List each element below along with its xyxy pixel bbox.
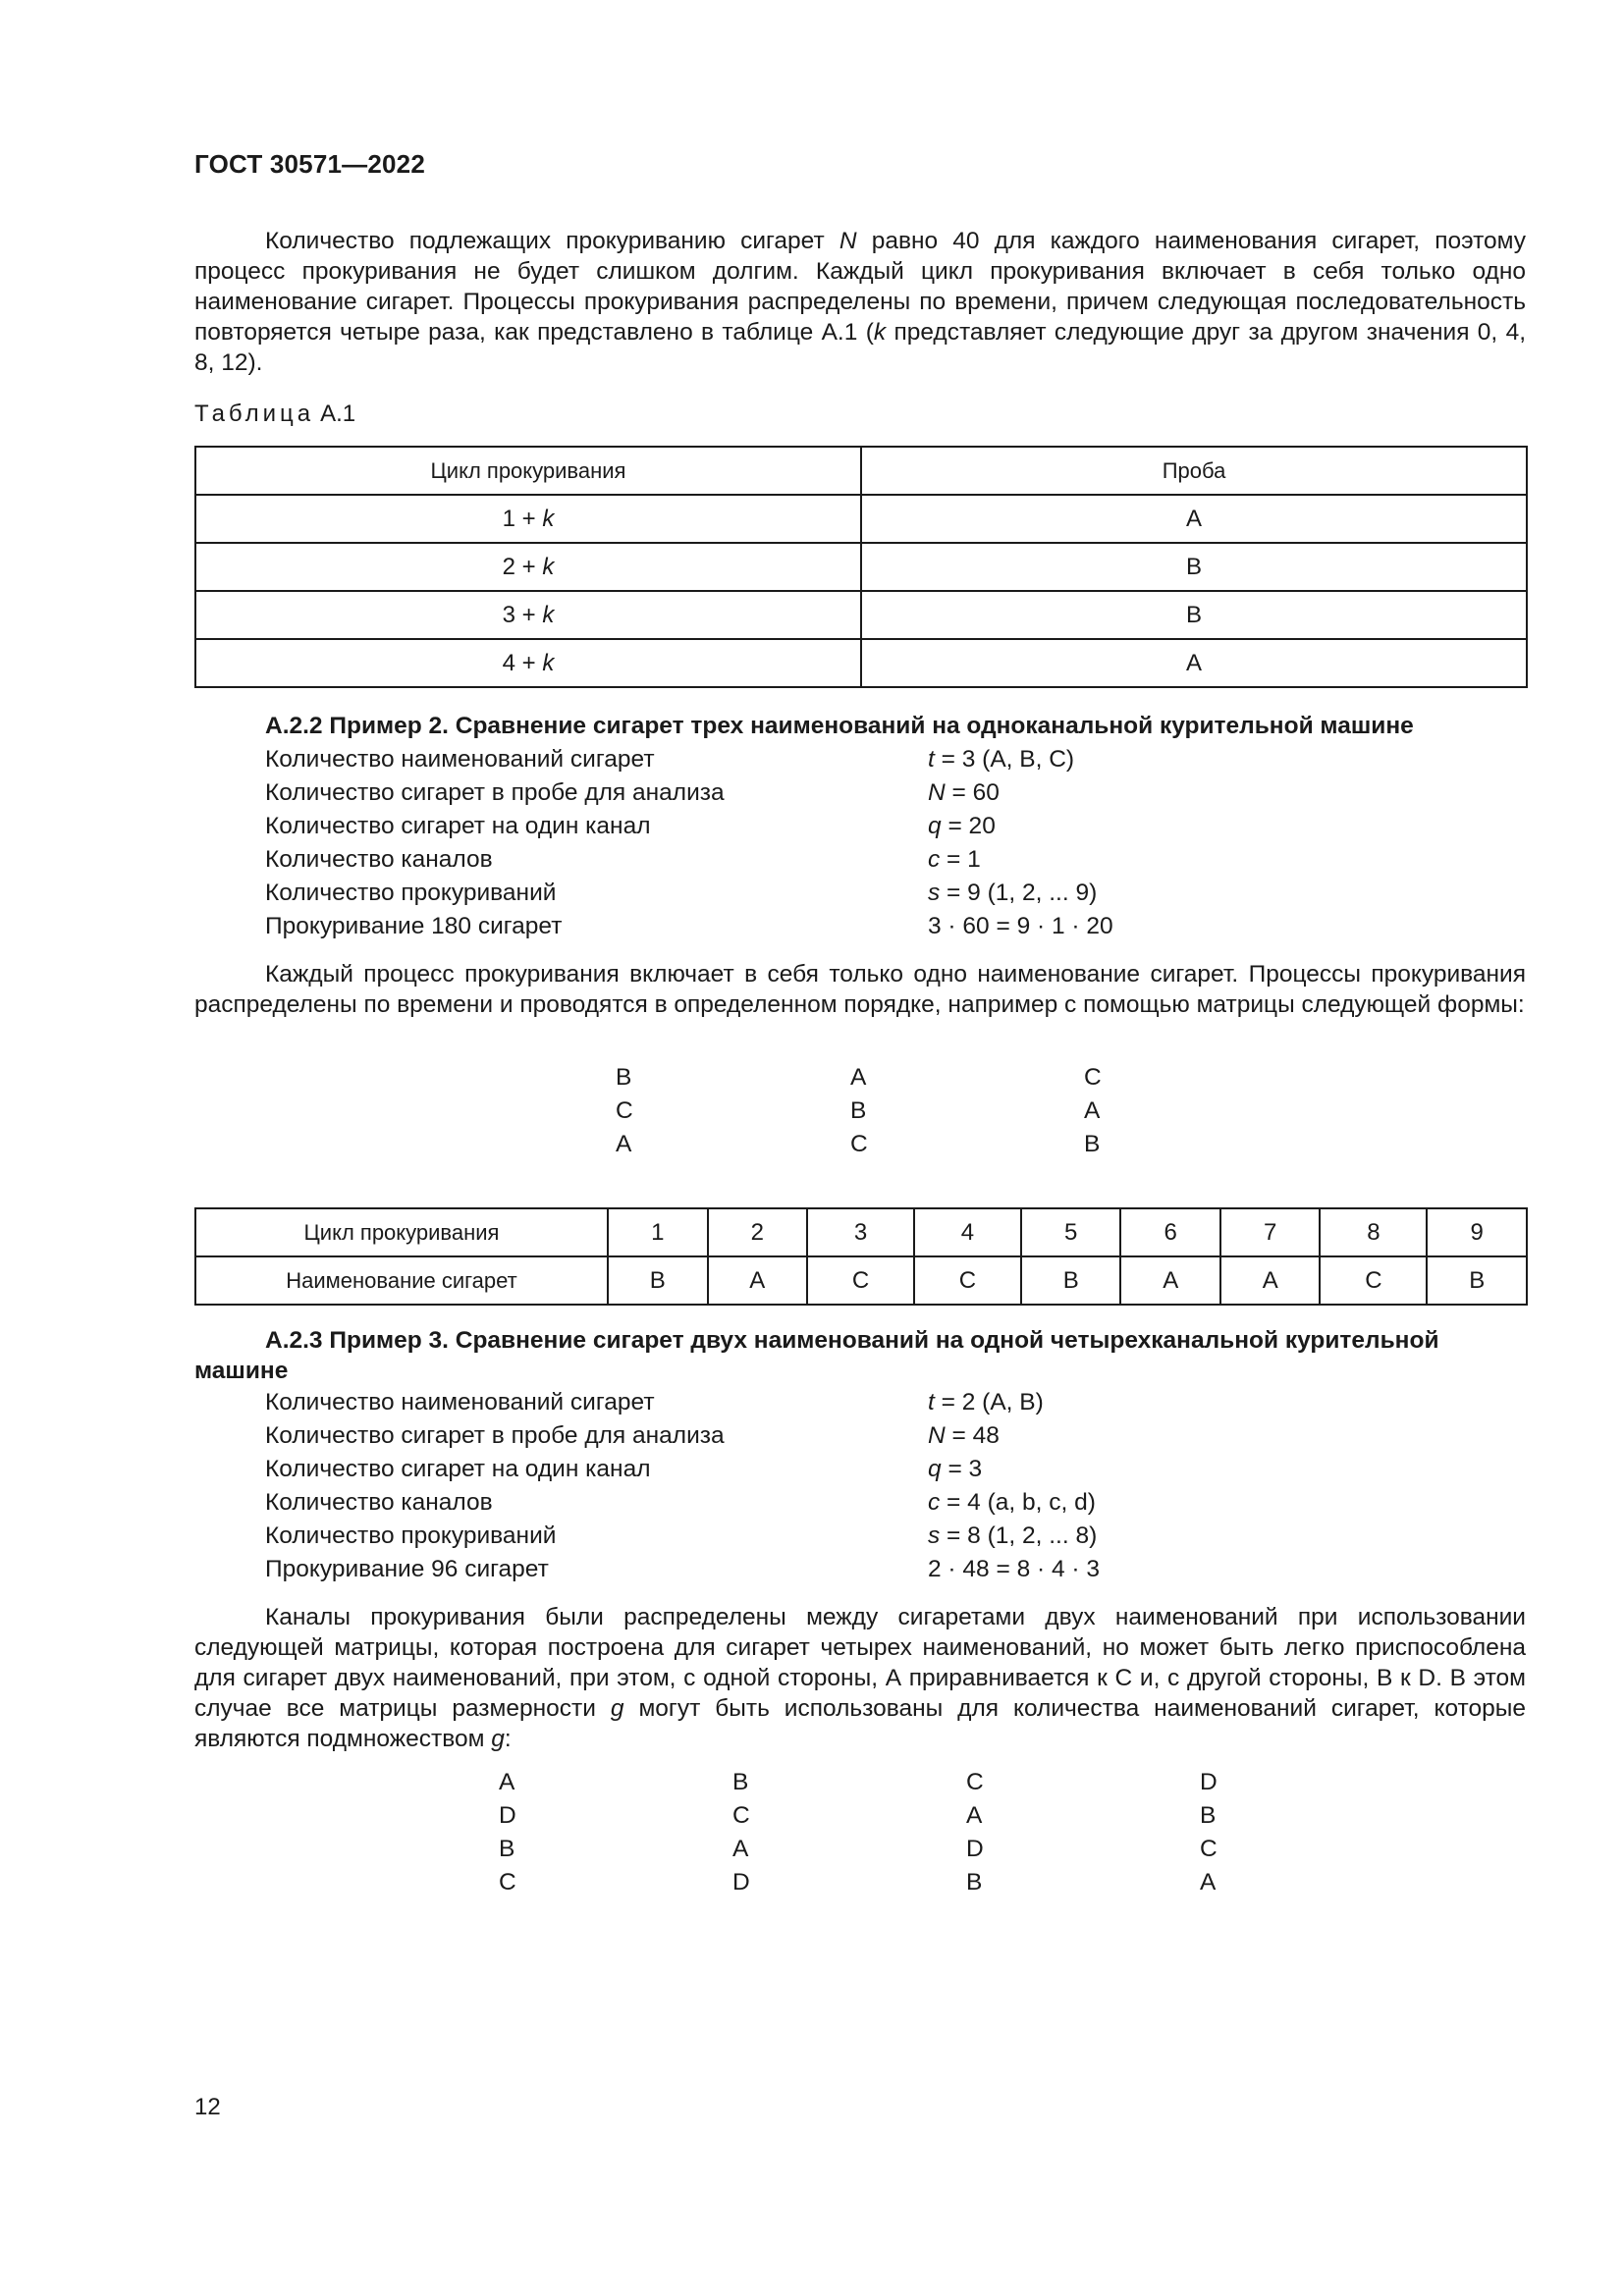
table-row bbox=[195, 495, 1527, 543]
table-cell: В bbox=[861, 543, 1527, 591]
table-cell: 6 bbox=[1120, 1208, 1220, 1256]
table-cell: В bbox=[1021, 1256, 1121, 1305]
table-a1 bbox=[194, 446, 1528, 688]
table-cell: 2 + k bbox=[195, 543, 861, 591]
matrix-column: B C A D bbox=[732, 1769, 750, 1896]
table-cell: 5 bbox=[1021, 1208, 1121, 1256]
table-cell: А bbox=[1120, 1256, 1220, 1305]
table-cell: В bbox=[861, 591, 1527, 639]
table-cell: 4 + k bbox=[195, 639, 861, 687]
table-cell: 3 + k bbox=[195, 591, 861, 639]
table-header-cell: Проба bbox=[861, 447, 1527, 495]
table-cell: С bbox=[1320, 1256, 1427, 1305]
table-row bbox=[195, 591, 1527, 639]
matrix-column: C A D B bbox=[966, 1769, 984, 1896]
table-cell: 1 + k bbox=[195, 495, 861, 543]
table-row-label: Цикл прокуривания bbox=[195, 1208, 608, 1256]
table-cell: А bbox=[708, 1256, 808, 1305]
example2-matrix bbox=[0, 1061, 1624, 1169]
table-row bbox=[195, 639, 1527, 687]
matrix-column: D B C A bbox=[1200, 1769, 1218, 1896]
example3-paragraph: Каналы прокуривания были распределены между сигаретами двух наименований при использовании следующей матрицы, которая построена для сигарет четырех наименований, но может быть легко приспособлена для сигарет двух наименований, при этом, с одной стороны, А приравнивается к С и, с другой стороны, В к D. В этом случае все матрицы размерности g могут быть использованы для количества наименований сигарет, которые являются подмножеством g: bbox=[194, 1604, 1526, 1752]
table-row bbox=[195, 1256, 1527, 1305]
matrix-column: В С А bbox=[616, 1064, 633, 1157]
example2-table bbox=[194, 1207, 1528, 1306]
table-cell: 9 bbox=[1427, 1208, 1527, 1256]
table-cell: В bbox=[608, 1256, 708, 1305]
table-row-label: Наименование сигарет bbox=[195, 1256, 608, 1305]
table-cell: 3 bbox=[807, 1208, 914, 1256]
table-cell: 8 bbox=[1320, 1208, 1427, 1256]
table-cell: 7 bbox=[1220, 1208, 1321, 1256]
table-cell: 1 bbox=[608, 1208, 708, 1256]
page-number: 12 bbox=[194, 2094, 221, 2120]
table-cell: А bbox=[1220, 1256, 1321, 1305]
example3-heading: А.2.3 Пример 3. Сравнение сигарет двух наименований на одной четырехканальной курительной машине bbox=[194, 1327, 1439, 1384]
table-cell: С bbox=[807, 1256, 914, 1305]
table-cell: 4 bbox=[914, 1208, 1021, 1256]
intro-paragraph: Количество подлежащих прокуриванию сигарет N равно 40 для каждого наименования сигарет, поэтому процесс прокуривания не будет слишком долгим. Каждый цикл прокуривания включает в себя только одно наименование сигарет. Процессы прокуривания распределены по времени, причем следующая последовательность повторяется четыре раза, как представлено в таблице А.1 (k представляет следующие друг за другом значения 0, 4, 8, 12). bbox=[194, 228, 1527, 376]
table-cell: А bbox=[861, 639, 1527, 687]
matrix-column: A D B C bbox=[499, 1769, 516, 1896]
example2-paragraph: Каждый процесс прокуривания включает в себя только одно наименование сигарет. Процессы прокуривания распределены по времени и проводятся в определенном порядке, например с помощью матрицы следующей формы: bbox=[194, 961, 1526, 1018]
table-a1-caption: Таблица А.1 bbox=[194, 400, 356, 427]
table-cell: С bbox=[914, 1256, 1021, 1305]
matrix-column: С А В bbox=[1084, 1064, 1102, 1157]
example2-heading: А.2.2 Пример 2. Сравнение сигарет трех наименований на одноканальной курительной машине bbox=[265, 713, 1414, 739]
example3-matrix bbox=[0, 1766, 1624, 1907]
matrix-column: А В С bbox=[850, 1064, 868, 1157]
document-header: ГОСТ 30571—2022 bbox=[194, 149, 425, 179]
table-cell: В bbox=[1427, 1256, 1527, 1305]
table-header-cell: Цикл прокуривания bbox=[195, 447, 861, 495]
table-cell: А bbox=[861, 495, 1527, 543]
table-cell: 2 bbox=[708, 1208, 808, 1256]
table-row bbox=[195, 543, 1527, 591]
table-row bbox=[195, 1208, 1527, 1256]
